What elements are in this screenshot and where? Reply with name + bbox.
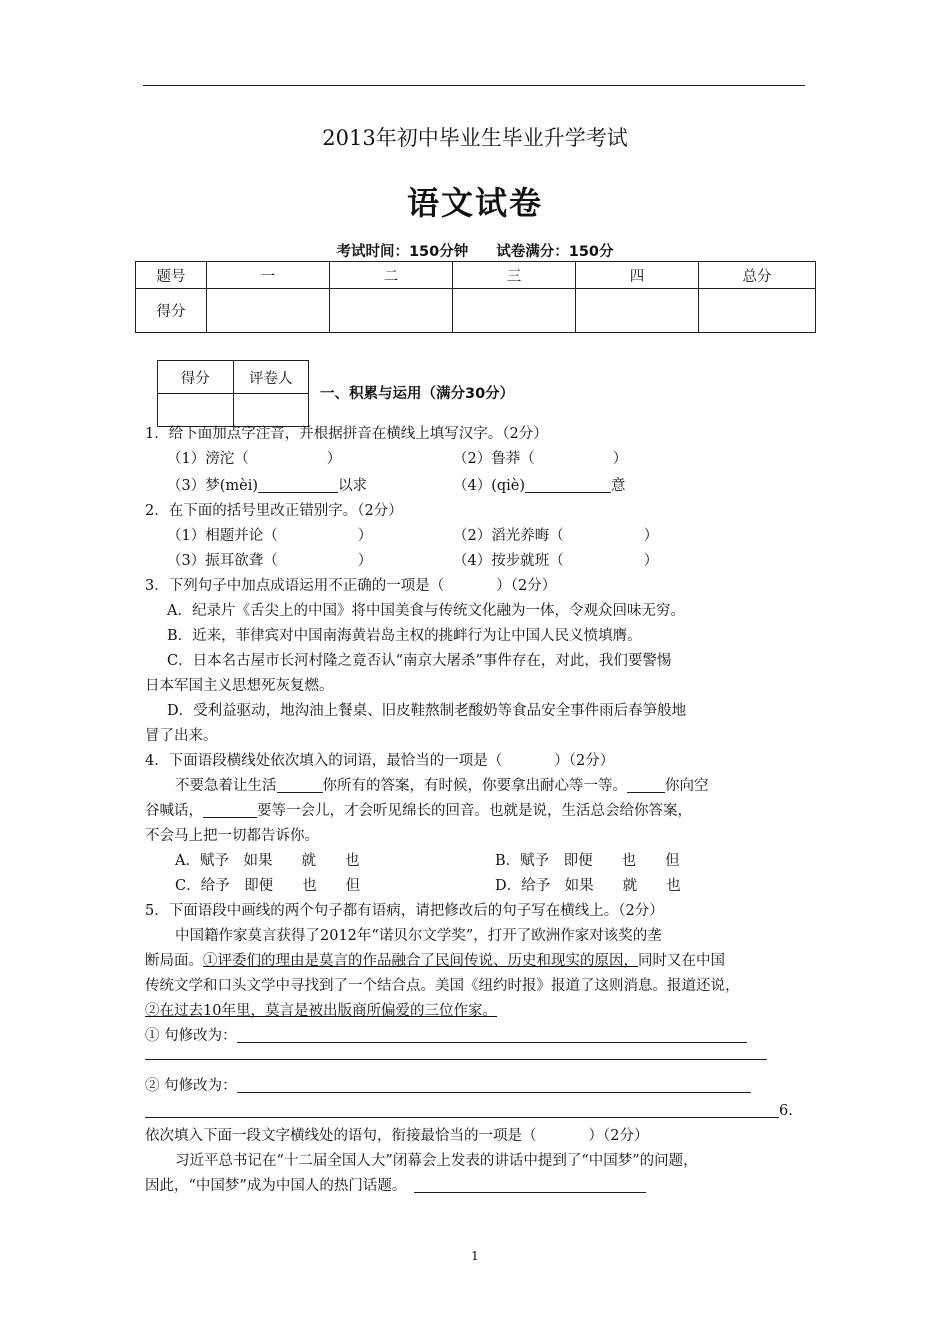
q5-fix-2-label: ② 句修改为： — [145, 1078, 237, 1094]
exam-info — [0, 240, 950, 261]
score-header-number: 题号 — [136, 262, 207, 289]
q6-stem-pre: 依次填入下面一段文字横线处的语句，衔接最恰当的一项是（ — [145, 1128, 537, 1144]
q3-option-b: B．近来，菲律宾对中国南海黄岩岛主权的挑衅行为让中国人民义愤填膺。 — [167, 628, 642, 644]
grader-table — [157, 360, 309, 427]
q2-row1 — [145, 524, 815, 549]
q2-b: （2）滔光养晦（ — [453, 528, 564, 544]
q5-fix-2-extra-line[interactable] — [145, 1101, 779, 1118]
q4-p1-c: 你向空 — [665, 778, 709, 794]
q6-passage-line2 — [145, 1174, 815, 1199]
q5-fix-1-label: ① 句修改为： — [145, 1028, 237, 1044]
score-header-total: 总分 — [699, 262, 816, 289]
q1-d-post: 意 — [611, 478, 626, 494]
q2-a-close: ） — [357, 528, 373, 544]
q4-blank-1[interactable] — [277, 776, 323, 793]
q2-row2 — [145, 549, 815, 574]
q5-fix-1-extra-line[interactable] — [145, 1049, 767, 1060]
q5-underlined-sentence-1: ①评委们的理由是莫言的作品融合了民间传说、历史和现实的原因， — [203, 953, 638, 969]
exam-title: 2013年初中毕业生毕业升学考试 — [322, 126, 628, 150]
q5-fix-2-blank[interactable] — [237, 1076, 751, 1093]
q5-passage-line3: 传统文学和口头文学中寻找到了一个结合点。美国《纽约时报》报道了这则消息。报道还说， — [145, 978, 740, 994]
score-cell-3[interactable] — [453, 289, 576, 333]
q5-p2-pre: 断局面。 — [145, 953, 203, 969]
q5-stem: 5．下面语段中画线的两个句子都有语病，请把修改后的句子写在横线上。（2分） — [145, 903, 664, 919]
q4-stem-post: ）（2分） — [554, 753, 615, 769]
score-cell-4[interactable] — [576, 289, 699, 333]
q5-fix-2-extra — [145, 1099, 815, 1124]
q2-d: （4）按步就班（ — [453, 553, 564, 569]
q2-d-close: ） — [643, 553, 659, 569]
q6-stem — [145, 1124, 815, 1149]
section-1-title: 一、积累与运用（满分30分） — [320, 386, 515, 402]
q4-p1-a: 不要急着让生活 — [175, 778, 277, 794]
q6-p2: 因此，“中国梦”成为中国人的热门话题。 — [145, 1178, 407, 1194]
q5-fix-1 — [145, 1024, 815, 1049]
score-cell-1[interactable] — [207, 289, 330, 333]
q5-passage-line1: 中国籍作家莫言获得了2012年“诺贝尔文学奖”，打开了欧洲作家对该奖的垄 — [175, 928, 662, 944]
score-header-2: 二 — [330, 262, 453, 289]
q3-option-c-line2: 日本军国主义思想死灰复燃。 — [145, 678, 334, 694]
q2-a: （1）相题并论（ — [167, 528, 278, 544]
q4-option-a: A．赋予 如果 就 也 — [175, 853, 360, 869]
q4-passage-line1 — [145, 774, 815, 799]
q1-row1 — [145, 447, 815, 472]
score-cell-total[interactable] — [699, 289, 816, 333]
q4-option-b: B．赋予 即便 也 但 — [495, 853, 680, 869]
q3-stem-pre: 3．下列句子中加点成语运用不正确的一项是（ — [145, 578, 445, 594]
q2-c-close: ） — [357, 553, 373, 569]
q1-c-blank[interactable] — [258, 476, 338, 493]
q1-a-close: ） — [326, 451, 342, 467]
grader-score-label: 得分 — [158, 361, 234, 394]
q6-passage-line1: 习近平总书记在“十二届全国人大”闭幕会上发表的讲话中提到了“中国梦”的问题， — [175, 1153, 698, 1169]
q4-p2-a: 谷喊话， — [145, 803, 203, 819]
score-row-label: 得分 — [136, 289, 207, 333]
score-cell-2[interactable] — [330, 289, 453, 333]
exam-time: 考试时间：150分钟 — [336, 244, 469, 260]
q1-d: （4）(qiè) — [453, 478, 526, 494]
q4-option-c: C．给予 即便 也 但 — [175, 878, 361, 894]
page-number: 1 — [471, 1249, 479, 1263]
q4-stem-pre: 4．下面语段横线处依次填入的词语，最恰当的一项是（ — [145, 753, 503, 769]
q4-p2-b: 要等一会儿，才会听见绵长的回音。也就是说，生活总会给你答案， — [257, 803, 692, 819]
q5-passage-line2 — [145, 949, 815, 974]
exam-full-score: 试卷满分：150分 — [496, 244, 614, 260]
q4-p1-b: 你所有的答案，有时候，你要拿出耐心等一等。 — [322, 778, 627, 794]
score-header-3: 三 — [453, 262, 576, 289]
section-1-content — [145, 422, 815, 1199]
q4-stem — [145, 749, 815, 774]
q5-p2-post: 同时又在中国 — [638, 953, 725, 969]
q1-row2 — [145, 474, 815, 499]
q3-option-a: A．纪录片《舌尖上的中国》将中国美食与传统文化融为一体，令观众回味无穷。 — [167, 603, 685, 619]
score-header-1: 一 — [207, 262, 330, 289]
q5-fix-1-blank[interactable] — [237, 1026, 747, 1043]
q1-a: （1）滂沱（ — [167, 451, 249, 467]
q2-c: （3）振耳欲聋（ — [167, 553, 278, 569]
q4-options-row2 — [145, 874, 815, 899]
q6-number: 6. — [779, 1103, 793, 1119]
q4-blank-3[interactable] — [203, 801, 257, 818]
q5-underlined-sentence-2: ②在过去10年里，莫言是被出版商所偏爱的三位作家。 — [145, 1003, 497, 1019]
paper-title: 语文试卷 — [406, 184, 543, 222]
grader-name-label: 评卷人 — [233, 361, 309, 394]
q2-stem: 2．在下面的括号里改正错别字。（2分） — [145, 503, 403, 519]
q5-passage-line4 — [145, 999, 815, 1024]
q1-b: （2）鲁莽（ — [453, 451, 535, 467]
header-rule — [143, 85, 805, 86]
q1-stem: 1．给下面加点字注音，并根据拼音在横线上填写汉字。（2分） — [145, 426, 548, 442]
q3-option-d-line2: 冒了出来。 — [145, 728, 218, 744]
score-table — [135, 261, 816, 333]
q5-fix-2 — [145, 1074, 815, 1099]
q1-c-post: 以求 — [338, 478, 368, 494]
q4-blank-2[interactable] — [627, 776, 665, 793]
q1-b-close: ） — [612, 451, 628, 467]
q1-d-blank[interactable] — [525, 476, 611, 493]
q2-b-close: ） — [643, 528, 659, 544]
score-header-4: 四 — [576, 262, 699, 289]
q4-passage-line2 — [145, 799, 815, 824]
q6-stem-post: ）（2分） — [588, 1128, 649, 1144]
q4-passage-line3: 不会马上把一切都告诉你。 — [145, 828, 319, 844]
q1-c: （3）梦(mèi) — [167, 478, 259, 494]
q3-stem-post: ）（2分） — [496, 578, 557, 594]
q4-options-row1 — [145, 849, 815, 874]
q3-option-c-line1: C．日本名古屋市长河村隆之竟否认“南京大屠杀”事件存在，对此，我们要警惕 — [167, 653, 672, 669]
q6-blank[interactable] — [414, 1176, 646, 1193]
q3-stem — [145, 574, 815, 599]
q4-option-d: D．给予 如果 就 也 — [495, 878, 681, 894]
q3-option-d-line1: D．受利益驱动，地沟油上餐桌、旧皮鞋熬制老酸奶等食品安全事件雨后春笋般地 — [167, 703, 687, 719]
